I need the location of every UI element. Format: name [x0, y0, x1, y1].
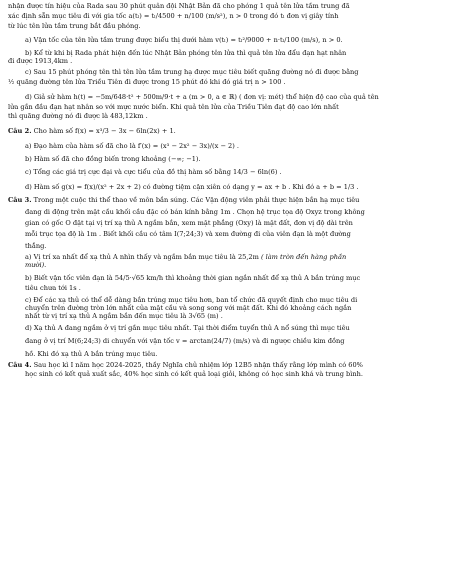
text-line: tiêu chưa tới 1s . [25, 284, 81, 293]
statement-1c: c) Sau 15 phút phóng tên thì tên lửa tầm trung hạ được mục tiêu biết quãng đường nó đi được bằng [25, 68, 359, 77]
text-line: nhất từ vị trí xạ thủ A ngắm bắn đến mục tiêu là 3√65 (m) . [25, 312, 223, 321]
question-label: Câu 4. [8, 361, 32, 370]
text-line: ½ quãng đường tên lửa Triều Tiên đi được trong 15 phút đó khi đó giá trị n > 100 . [8, 78, 286, 87]
text-line: chuyển trên đường tròn lớn nhất của mặt cầu và song song với mặt đất. Khi đó khoảng cách ngắn [25, 304, 352, 313]
question-2 [8, 125, 455, 137]
text-line: đang di động trên mặt cầu khối cầu đặc có bán kính bằng 1m . Chọn hệ trục tọa độ Oxyz trong không [25, 207, 365, 216]
text-line: lửa gắn đầu đạn hạt nhân so với mực nước biển. Khi quả tên lửa của Triều Tiên đạt độ cao lớn nhất [8, 103, 339, 112]
statement-3d: d) Xạ thủ A đang ngắm ở vị trí gần mục tiêu nhất. Tại thời điểm tuyển thủ A nổ súng thì mục tiêu [25, 323, 350, 332]
question-3 [8, 196, 455, 204]
statement-2a: a) Đạo hàm của hàm số đã cho là f′(x) = (x³ − 2x² − 3x)/(x − 2) . [25, 142, 239, 151]
statement-1a: a) Vận tốc của tên lửa tầm trung được biểu thị dưới hàm v(tₗ) = tₗ²/9000 + n·tₗ/100 (m/s), n > 0. [25, 35, 343, 44]
question-4 [8, 361, 455, 369]
statement-3a [8, 253, 455, 261]
text-line: mười). [25, 261, 47, 270]
text-line: nhận được tín hiệu của Rada sau 30 phút quân đội Nhật Bản đã cho phóng 1 quả tên lửa tầm trung đã [8, 2, 350, 10]
text-line: thì quãng đường nó đi được là 483,12km . [8, 111, 148, 120]
text-line: mỗi trục tọa độ là 1m . Biết khối cầu có tâm I(7;24;3) và xem đường đi của viên đạn là một đường [25, 230, 351, 239]
statement-1b: b) Kể từ khi bị Rada phát hiện đến lúc Nhật Bản phóng tên lửa thì quả tên lửa đẩu đạn hạt nhân [25, 48, 347, 57]
statement-2c: c) Tổng các giá trị cực đại và cực tiểu của đồ thị hàm số bằng 14/3 − 6ln(6) . [25, 168, 282, 177]
statement-text: a) Vị trí xa nhất để xạ thủ A nhìn thấy và ngắm bắn mục tiêu là 25,2m [25, 252, 259, 261]
question-label: Câu 3. [8, 196, 32, 205]
text-line-acceleration: xác định sẵn mục tiêu đi với gia tốc a(tₗ) = tₗ/4500 + n/100 (m/s²), n > 0 trong đó tₗ đơn vị giây tính [8, 12, 339, 21]
question-label: Câu 2. [8, 127, 32, 136]
text-line: đang ở vị trí M(6;24;3) di chuyển với vận tốc v = arctan(24/7) (m/s) và đi ngược chiều kim đồng [25, 336, 345, 345]
statement-note: ( làm tròn đến hàng phần [258, 252, 347, 261]
question-text: Trong một cuộc thi thể thao về môn bắn súng. Các Vận động viên phải thực hiện bắn hạ mục tiêu [31, 196, 360, 205]
question-text: Sau học kì I năm học 2024-2025, thầy Nghĩa chủ nhiệm lớp 12B5 nhận thấy rằng lớp mình có 60% [31, 361, 363, 370]
statement-1d: d) Giả sử hàm h(t) = −5m/648·t² + 500m/9·t + a (m > 0, a ∈ ℝ) ( đơn vị: mét) thể hiện độ cao của quả tên [25, 93, 379, 102]
text-line: thẳng. [25, 241, 47, 250]
statement-3c: c) Để các xạ thủ có thể dễ dàng bắn trúng mục tiêu hơn, ban tổ chức đã quyết định cho mục tiêu di [25, 295, 358, 304]
text-line: gian có gốc O đặt tại vị trí xạ thủ A ngắm bắn, xem mặt phẳng (Oxy) là mặt đất, đơn vị độ dài trên [25, 218, 353, 227]
text-line: hồ. Khi đó xạ thủ A bắn trúng mục tiêu. [25, 349, 158, 358]
statement-2d: d) Hàm số g(x) = f(x)/(x² + 2x + 2) có đường tiệm cận xiên có dạng y = ax + b . Khi đó a + b = 1/3 . [25, 183, 359, 192]
question-text: Cho hàm số f(x) = x³/3 − 3x − 6ln(2x) + 1. [31, 127, 176, 136]
text-line: từ lúc tên lửa tầm trung bắt đầu phóng. [8, 22, 141, 31]
text-line: học sinh có kết quả xuất sắc, 40% học sinh có kết quả loại giỏi, không có học sinh khá và trung bình. [25, 369, 363, 378]
text-line: đi được 1913,4km . [8, 56, 73, 65]
statement-2b: b) Hàm số đã cho đồng biến trong khoảng (−∞; −1). [25, 155, 201, 164]
statement-3b: b) Biết vận tốc viên đạn là 54/5·√65 km/h thì khoảng thời gian ngắn nhất để xạ thủ A bắn trúng mục [25, 274, 361, 283]
